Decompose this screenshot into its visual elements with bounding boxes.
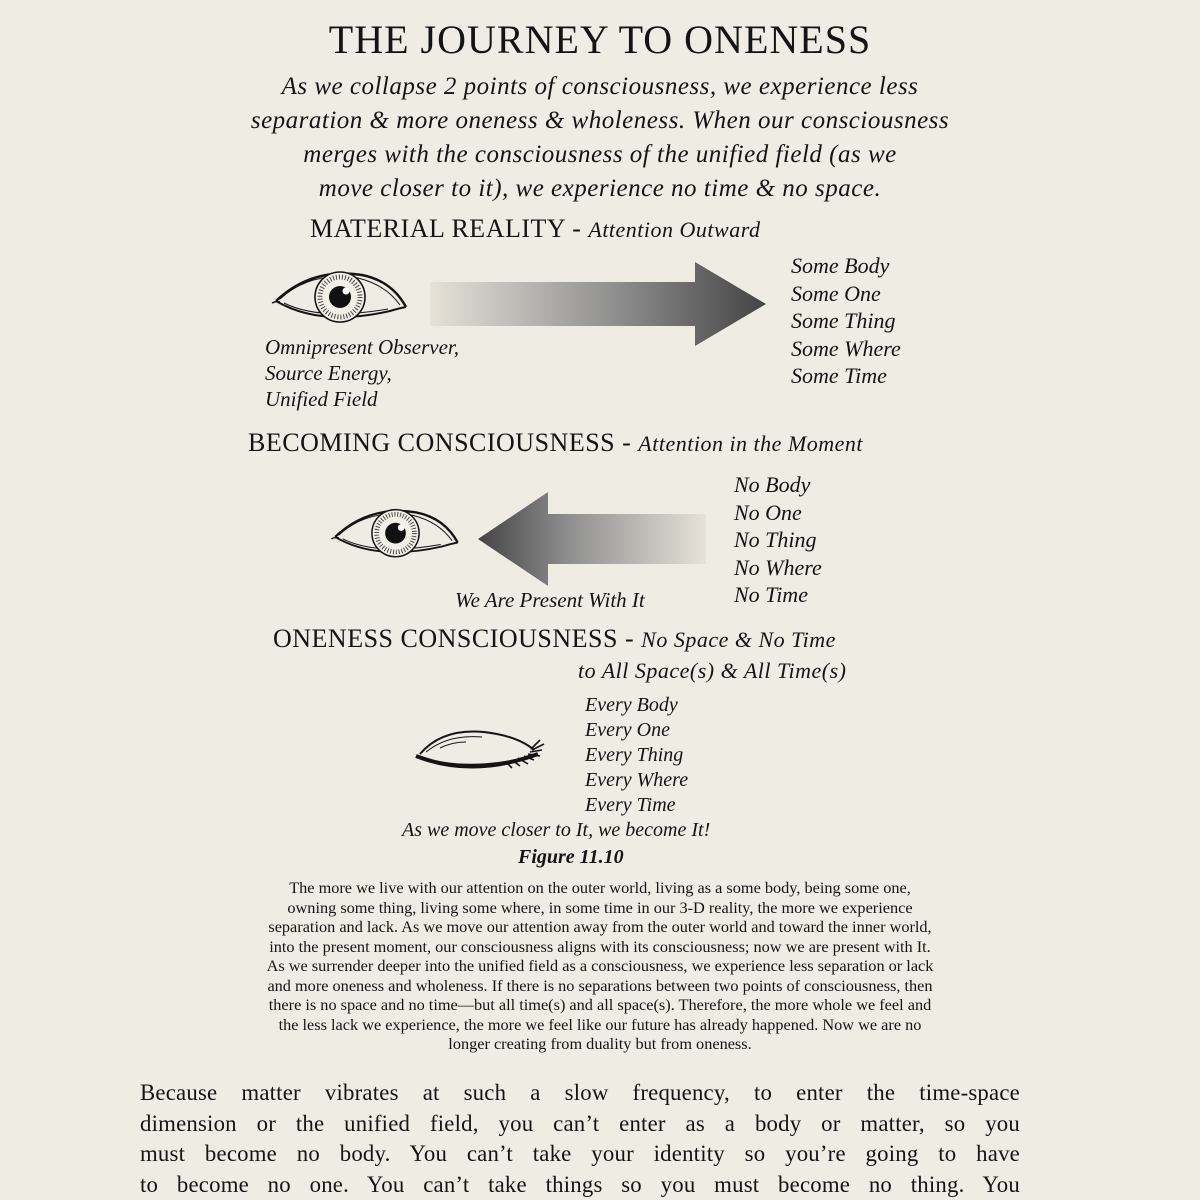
list-item: No Time bbox=[734, 582, 808, 607]
body-line: must become no body. You can’t take your identity so you’re going to have bbox=[140, 1141, 1020, 1166]
list-item: Every Thing bbox=[585, 744, 684, 766]
figure-caption-line: As we surrender deeper into the unified field as a consciousness, we experience less separation or lack bbox=[266, 956, 934, 975]
material-heading bbox=[310, 214, 760, 244]
becoming-heading-title: BECOMING CONSCIOUSNESS bbox=[248, 428, 616, 457]
oneness-heading-subtitle: No Space & No Time bbox=[641, 627, 836, 652]
figure-caption-line: owning some thing, living some where, in some time in our 3-D reality, the more we experience bbox=[287, 897, 913, 917]
closed-eye-icon bbox=[412, 722, 552, 780]
oneness-heading-subtitle-2: to All Space(s) & All Time(s) bbox=[578, 658, 847, 683]
oneness-heading-title: ONENESS CONSCIOUSNESS bbox=[273, 624, 618, 653]
figure-caption-line: longer creating from duality but from oneness. bbox=[448, 1034, 752, 1053]
caption-line: Unified Field bbox=[265, 387, 378, 411]
caption-line: Omnipresent Observer, bbox=[265, 335, 460, 359]
figure-caption-line: and more oneness and wholeness. If there is no separations between two points of consciousness, then bbox=[267, 975, 933, 995]
list-item: Every Body bbox=[585, 694, 678, 716]
open-eye-icon bbox=[328, 503, 463, 569]
material-heading-title: MATERIAL REALITY bbox=[310, 214, 566, 243]
caption-line: Source Energy, bbox=[265, 361, 392, 385]
oneness-caption: As we move closer to It, we become It! bbox=[402, 819, 711, 841]
oneness-list bbox=[585, 693, 688, 818]
list-item: Some One bbox=[791, 280, 881, 306]
becoming-heading-separator: - bbox=[615, 428, 639, 457]
list-item: No Thing bbox=[734, 527, 817, 552]
figure-caption-line: The more we live with our attention on the outer world, living as a some body, being some one, bbox=[289, 878, 911, 897]
figure-caption bbox=[160, 878, 1040, 1054]
becoming-heading bbox=[248, 428, 863, 458]
becoming-list bbox=[734, 471, 822, 609]
oneness-heading bbox=[273, 624, 836, 654]
intro-line: As we collapse 2 points of consciousness, we experience less bbox=[281, 73, 919, 100]
arrow-right-icon bbox=[430, 262, 766, 346]
becoming-caption: We Are Present With It bbox=[455, 588, 645, 612]
intro-paragraph bbox=[200, 70, 1000, 206]
figure-caption-line: into the present moment, our consciousness aligns with its consciousness; now we are present with It. bbox=[269, 936, 931, 956]
body-line: Because matter vibrates at such a slow frequency, to enter the time-space bbox=[140, 1080, 1020, 1105]
body-line: dimension or the unified field, you can’t enter as a body or matter, so you bbox=[140, 1110, 1020, 1136]
material-list bbox=[791, 252, 901, 390]
oneness-heading-line2 bbox=[578, 655, 847, 685]
list-item: Some Time bbox=[791, 363, 887, 388]
figure-caption-line: there is no space and no time—but all time(s) and all space(s). Therefore, the more whole we feel and bbox=[268, 995, 932, 1014]
becoming-heading-subtitle: Attention in the Moment bbox=[638, 431, 864, 456]
list-item: No One bbox=[734, 499, 802, 525]
list-item: Every Time bbox=[585, 794, 676, 816]
list-item: No Body bbox=[734, 472, 811, 497]
list-item: Every Where bbox=[585, 769, 689, 791]
body-line: to become no one. You can’t take things so you must become no thing. You bbox=[140, 1171, 1020, 1197]
material-heading-separator: - bbox=[565, 214, 589, 243]
list-item: No Where bbox=[734, 554, 822, 580]
oneness-heading-separator: - bbox=[617, 624, 642, 653]
arrow-left-icon bbox=[478, 492, 706, 586]
list-item: Some Where bbox=[791, 335, 901, 361]
figure-label: Figure 11.10 bbox=[518, 846, 624, 868]
intro-line: separation & more oneness & wholeness. When our consciousness bbox=[250, 107, 950, 134]
material-heading-subtitle: Attention Outward bbox=[588, 217, 761, 242]
material-caption bbox=[265, 334, 459, 412]
list-item: Some Body bbox=[791, 253, 890, 278]
intro-line: move closer to it), we experience no time & no space. bbox=[318, 175, 882, 202]
figure-caption-line: separation and lack. As we move our attention away from the outer world and toward the inner world, bbox=[268, 917, 932, 936]
list-item: Every One bbox=[585, 719, 670, 741]
figure-caption-line: the less lack we experience, the more we feel like our future has already happened. Now we are no bbox=[278, 1014, 922, 1034]
list-item: Some Thing bbox=[791, 308, 896, 333]
open-eye-icon bbox=[270, 265, 410, 335]
intro-line: merges with the consciousness of the unified field (as we bbox=[303, 141, 897, 168]
page-title: THE JOURNEY TO ONENESS bbox=[328, 17, 872, 62]
body-paragraph bbox=[140, 1078, 1020, 1200]
